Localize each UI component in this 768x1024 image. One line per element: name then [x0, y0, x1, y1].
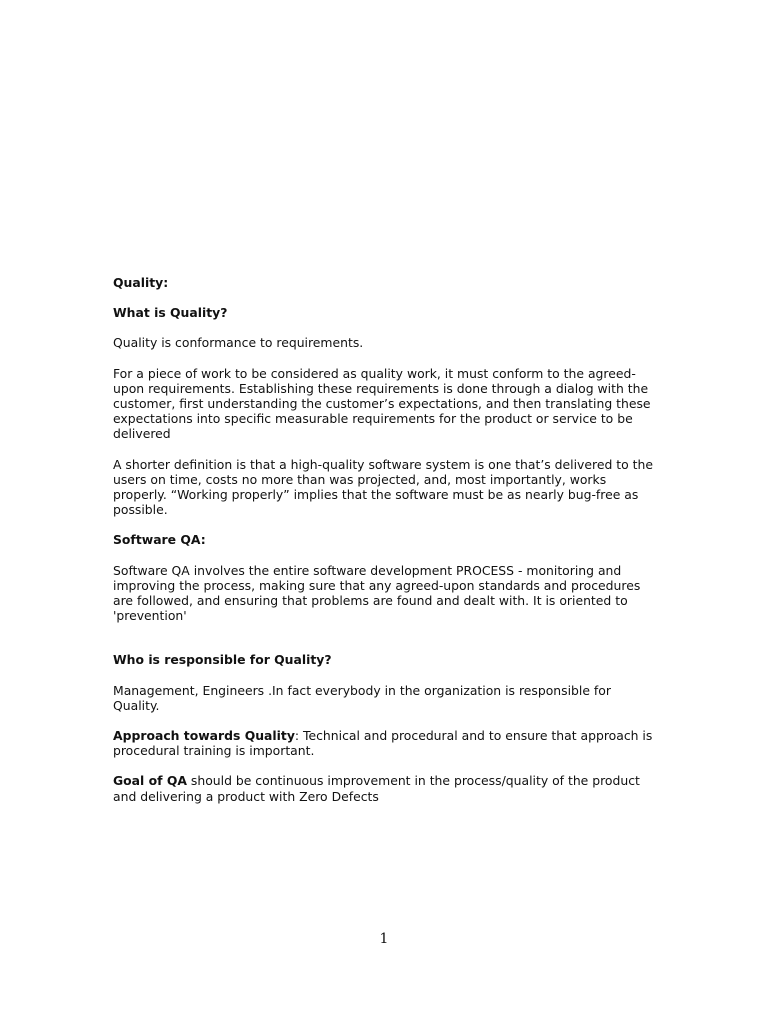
goal-paragraph — [113, 773, 658, 803]
approach-text: : Technical and procedural and to ensure that approach is procedural training is important. — [113, 728, 653, 759]
quality-definition: Quality is conformance to requirements. — [113, 335, 364, 351]
approach-paragraph — [113, 728, 658, 758]
document-title: Quality: — [113, 275, 169, 290]
section-heading-what-is-quality: What is Quality? — [113, 305, 228, 321]
section-heading-responsibility: Who is responsible for Quality? — [113, 652, 332, 668]
section-heading-software-qa: Software QA: — [113, 532, 206, 548]
quality-paragraph-1: For a piece of work to be considered as quality work, it must conform to the agreed-upon requirements. Establishing these requirements is done through a dialog with the customer, first understanding the customer’s expectations, and then translating these expectations into specific measurable requirements for the product or service to be delivered — [113, 365, 651, 442]
goal-label: Goal of QA — [113, 773, 187, 789]
page-number: 1 — [379, 931, 389, 947]
approach-label: Approach towards Quality — [113, 728, 295, 744]
quality-paragraph-2: A shorter definition is that a high-quality software system is one that’s delivered to the users on time, costs no more than was projected, and, most importantly, works properly. “Working properly” implies that the software must be as nearly bug-free as possible. — [113, 456, 653, 518]
document-body — [113, 275, 658, 819]
goal-text: should be continuous improvement in the process/quality of the product and delivering a product with Zero Defects — [113, 773, 640, 804]
software-qa-paragraph: Software QA involves the entire software development PROCESS - monitoring and improving the process, making sure that any agreed-upon standards and procedures are followed, and ensuring that problems are found and dealt with. It is oriented to 'prevention' — [113, 562, 641, 624]
responsibility-paragraph: Management, Engineers .In fact everybody in the organization is responsible for Quality. — [113, 682, 611, 713]
